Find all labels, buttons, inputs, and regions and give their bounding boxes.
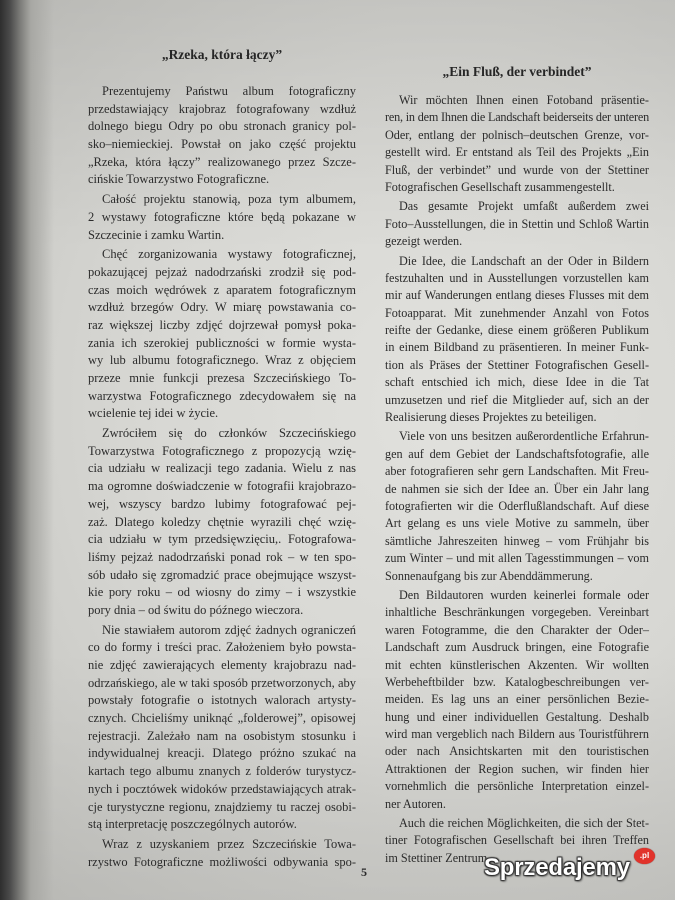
text-line: gezeigt werden.: [385, 234, 463, 249]
paragraph: [385, 198, 649, 250]
text-line: Art gelang es uns viele Motive zu sammeln, über: [385, 516, 649, 531]
text-line: sämtliche Jahreszeiten hinweg – vom Frühjahr bis: [385, 533, 649, 548]
text-line: Attraktionen der Region suchen, wir finden hier: [385, 761, 649, 776]
text-line: „Rzeka, która łączy” realizowanego przez Szcze-: [88, 154, 356, 169]
text-line: Zwróciłem się do członków Szczecińskiego: [102, 426, 356, 441]
text-line: Sonnenaufgang bis zur Abenddämmerung.: [385, 568, 593, 583]
text-line: Fotoapparat. Mit zunehmender Anzahl von Fotos: [385, 305, 649, 320]
german-title: „Ein Fluß, der verbindet”: [442, 64, 592, 79]
text-line: nych i pocztówek widoków przedstawiających atrak-: [88, 781, 356, 796]
text-line: Wir möchten Ihnen einen Fotoband präsentie-: [399, 93, 649, 107]
text-line: Wraz z uzyskaniem przez Szczecińskie Towa-: [102, 836, 356, 851]
text-line: raz większej liczby zdjęć dojrzewał pomysł poka-: [88, 317, 356, 332]
paragraph: [88, 191, 356, 244]
text-line: wird man vergeblich nach Bildern aus Touristführern: [385, 727, 649, 742]
text-line: sko–niemieckiej. Powstał on jako część projektu: [88, 137, 356, 152]
watermark-logo: [484, 848, 656, 888]
text-line: Auch die reichen Möglichkeiten, die sich der Stet-: [399, 816, 649, 831]
paragraph: [88, 622, 356, 834]
text-line: Realisierung dieses Projektes zu beteiligen.: [385, 410, 597, 425]
text-line: wy lub albumu fotograficznego. Wraz z objęciem: [88, 353, 356, 368]
text-line: pory dnia – od świtu do późnego wieczora.: [88, 602, 304, 617]
text-line: Nie stawiałem autorom zdjęć żadnych ograniczeń: [102, 622, 356, 637]
text-line: cje turystyczne regionu, znajdziemy tu raczej osobi-: [88, 799, 356, 814]
text-line: ren, in dem Ihnen die Landschaft beiderseits der unteren: [385, 110, 649, 125]
paragraph: [88, 246, 356, 423]
text-line: odrzańskiego, ale w taki sposób przetworzonych, aby: [88, 675, 356, 690]
text-line: Das gesamte Projekt umfaßt außerdem zwei: [399, 199, 649, 214]
text-line: gestellt wird. Er entstand als Teil des Projekts „Ein: [385, 145, 649, 160]
watermark-text: Sprzedajemy: [484, 854, 630, 881]
text-line: czas moich wędrówek z aparatem fotograficznym: [88, 282, 356, 297]
text-line: Viele von uns besitzen außerordentliche Erfahrun-: [399, 429, 649, 444]
text-line: tiner Fotografischen Gesellschaft bei ihren Treffen: [385, 833, 649, 848]
text-line: cińskie Towarzystwo Fotograficzne.: [88, 172, 270, 187]
text-line: kartach tego albumu znanych z folderów turystycz-: [88, 764, 356, 779]
text-line: cia udziału w tym przedsięwzięciu,. Fotografowa-: [88, 532, 356, 547]
text-line: Den Bildautoren wurden keinerlei formale oder: [399, 587, 649, 602]
text-line: tion als Präses der Stettiner Fotografischen Gesell-: [385, 357, 649, 372]
text-line: Landschaft zum Ausdruck bringen, eine Fotografie: [385, 640, 649, 655]
paragraph: [88, 425, 356, 620]
polish-title: „Rzeka, która łączy”: [161, 47, 283, 62]
paragraph: [88, 836, 356, 871]
text-line: rejestracji. Zależało nam na osobistym stosunku i: [88, 728, 356, 743]
text-line: fotografierten wir die Oderflußlandschaft. Auf diese: [385, 498, 649, 513]
text-line: reifte der Gedanke, diese einem größeren Publikum: [385, 323, 649, 338]
text-line: kie pory roku – od wiosny do zimy – i wszystkie: [88, 585, 356, 600]
text-line: dolnego biegu Odry po obu stronach granicy pol-: [88, 119, 356, 134]
text-line: waren Fotogramme, die den Charakter der Oder–: [385, 622, 649, 637]
text-line: Foto–Ausstellungen, die in Stettin und Schloß Wartin: [385, 216, 649, 231]
text-line: rzystwo Fotograficzne możliwości odbywania spo-: [88, 854, 356, 869]
text-line: zania ich szerokiej publiczności w formie wysta-: [88, 335, 356, 350]
paragraph: [88, 83, 356, 189]
text-line: Prezentujemy Państwu album fotograficzny: [102, 84, 356, 98]
paragraph: [385, 587, 649, 813]
text-line: wcielenie tej idei w życie.: [88, 406, 219, 421]
text-line: nie zdjęć zawierających elementy krajobrazu nad-: [88, 658, 356, 672]
text-line: przeze mnie funkcji prezesa Szczecińskiego To-: [88, 371, 356, 385]
text-line: Fluß, der verbindet” und wurde von der Stettiner: [385, 162, 649, 177]
text-line: vornehmlich die persönliche Interpretation einzel-: [385, 779, 649, 794]
text-line: pokazującej pejzaż nadodrzański zrodził się pod-: [88, 264, 356, 279]
text-line: ma ogromne doświadczenie w fotografii krajobrazo-: [88, 479, 356, 494]
text-line: ner Autoren.: [385, 796, 446, 811]
text-line: Całość projektu stanowią, poza tym albumem,: [102, 192, 356, 207]
text-line: powstały fotografie o istotnych walorach artysty-: [88, 693, 356, 708]
text-line: Fotografischen Gesellschaft zusammengestellt.: [385, 179, 615, 194]
text-line: oder nach Ansichtskarten mit den touristischen: [385, 744, 649, 759]
text-line: Chęć zorganizowania wystawy fotograficznej,: [102, 247, 356, 262]
text-line: zaż. Dlatego koledzy chętnie wyrazili chęć wzię-: [88, 514, 356, 529]
text-line: mir auf Wanderungen entlang dieses Flusses mit dem: [385, 288, 649, 303]
text-line: im Stettiner Zentrum: [385, 850, 488, 865]
text-line: gen auf dem Gebiet der Landschaftsfotografie, alle: [385, 446, 649, 461]
text-line: liśmy pejzaż nadodrzański ponad rok – w ten spo-: [88, 549, 356, 564]
text-line: cia udziału w realizacji tego zadania. Wielu z nas: [88, 461, 356, 476]
text-line: hung und einer individuellen Gestaltung. Deshalb: [385, 709, 649, 724]
paragraph: [385, 92, 649, 196]
text-line: Towarzystwa Fotograficznego z propozycją wzię-: [88, 443, 356, 458]
text-line: aber fotografieren sehr gern Landschaften. Mit Freu-: [385, 464, 649, 479]
text-line: indywidualnej kreacji. Dlatego próżno szukać na: [88, 746, 356, 761]
text-line: inhaltliche Beschränkungen vorgegeben. Vereinbart: [385, 605, 649, 620]
text-line: festzuhalten und in Ausstellungen vorzustellen kam: [385, 270, 649, 285]
text-line: cznych. Chcieliśmy uniknąć „folderowej”, opisowej: [88, 711, 356, 726]
text-line: sób udało się zgromadzić prace obejmujące wszyst-: [88, 567, 356, 582]
text-line: umzusetzen und rief die Mitglieder auf, sich an der: [385, 392, 649, 407]
text-line: Oder, entlang der polnisch–deutschen Grenze, vor-: [385, 127, 649, 142]
paragraph: [385, 253, 649, 427]
text-line: wej, wszyscy bardzo lubimy fotografować pej-: [88, 496, 356, 511]
watermark-badge: .pl: [634, 848, 655, 864]
german-column: [385, 92, 649, 867]
paragraph: [385, 428, 649, 585]
text-line: 2 wystawy fotograficzne które będą pokazane w: [88, 209, 356, 224]
text-line: przedstawiający krajobraz fotografowany wzdłuż: [88, 101, 356, 116]
text-line: Szczecinie i zamku Wartin.: [88, 227, 225, 242]
text-line: de nahmen sie sich der Idee an. Über ein Jahr lang: [385, 481, 649, 496]
text-line: meiden. Es lag uns an einer persönlichen Bezie-: [385, 692, 649, 707]
text-line: in einem Bildband zu präsentieren. In meiner Funk-: [385, 340, 649, 355]
text-line: zum Winter – und mit allen Tagesstimmungen – vom: [385, 551, 649, 566]
text-line: warzystwa Fotograficznego zdecydowałem się na: [88, 388, 356, 403]
page-number: 5: [361, 865, 367, 879]
text-line: stą interpretację poszczególnych autorów.: [88, 817, 297, 832]
text-line: wzdłuż brzegów Odry. W miarę powstawania co-: [88, 300, 356, 315]
text-line: schaft entschied ich mich, diese Idee in die Tat: [385, 375, 649, 390]
text-line: Die Idee, die Landschaft an der Oder in Bildern: [399, 253, 649, 268]
text-line: Werbeheftbilder bzw. Katalogbeschreibungen ver-: [385, 674, 649, 689]
text-line: mit echten künstlerischen Akzenten. Wir wollten: [385, 657, 649, 672]
text-line: co do formy i treści prac. Założeniem było powsta-: [88, 640, 356, 655]
polish-column: [88, 83, 356, 871]
